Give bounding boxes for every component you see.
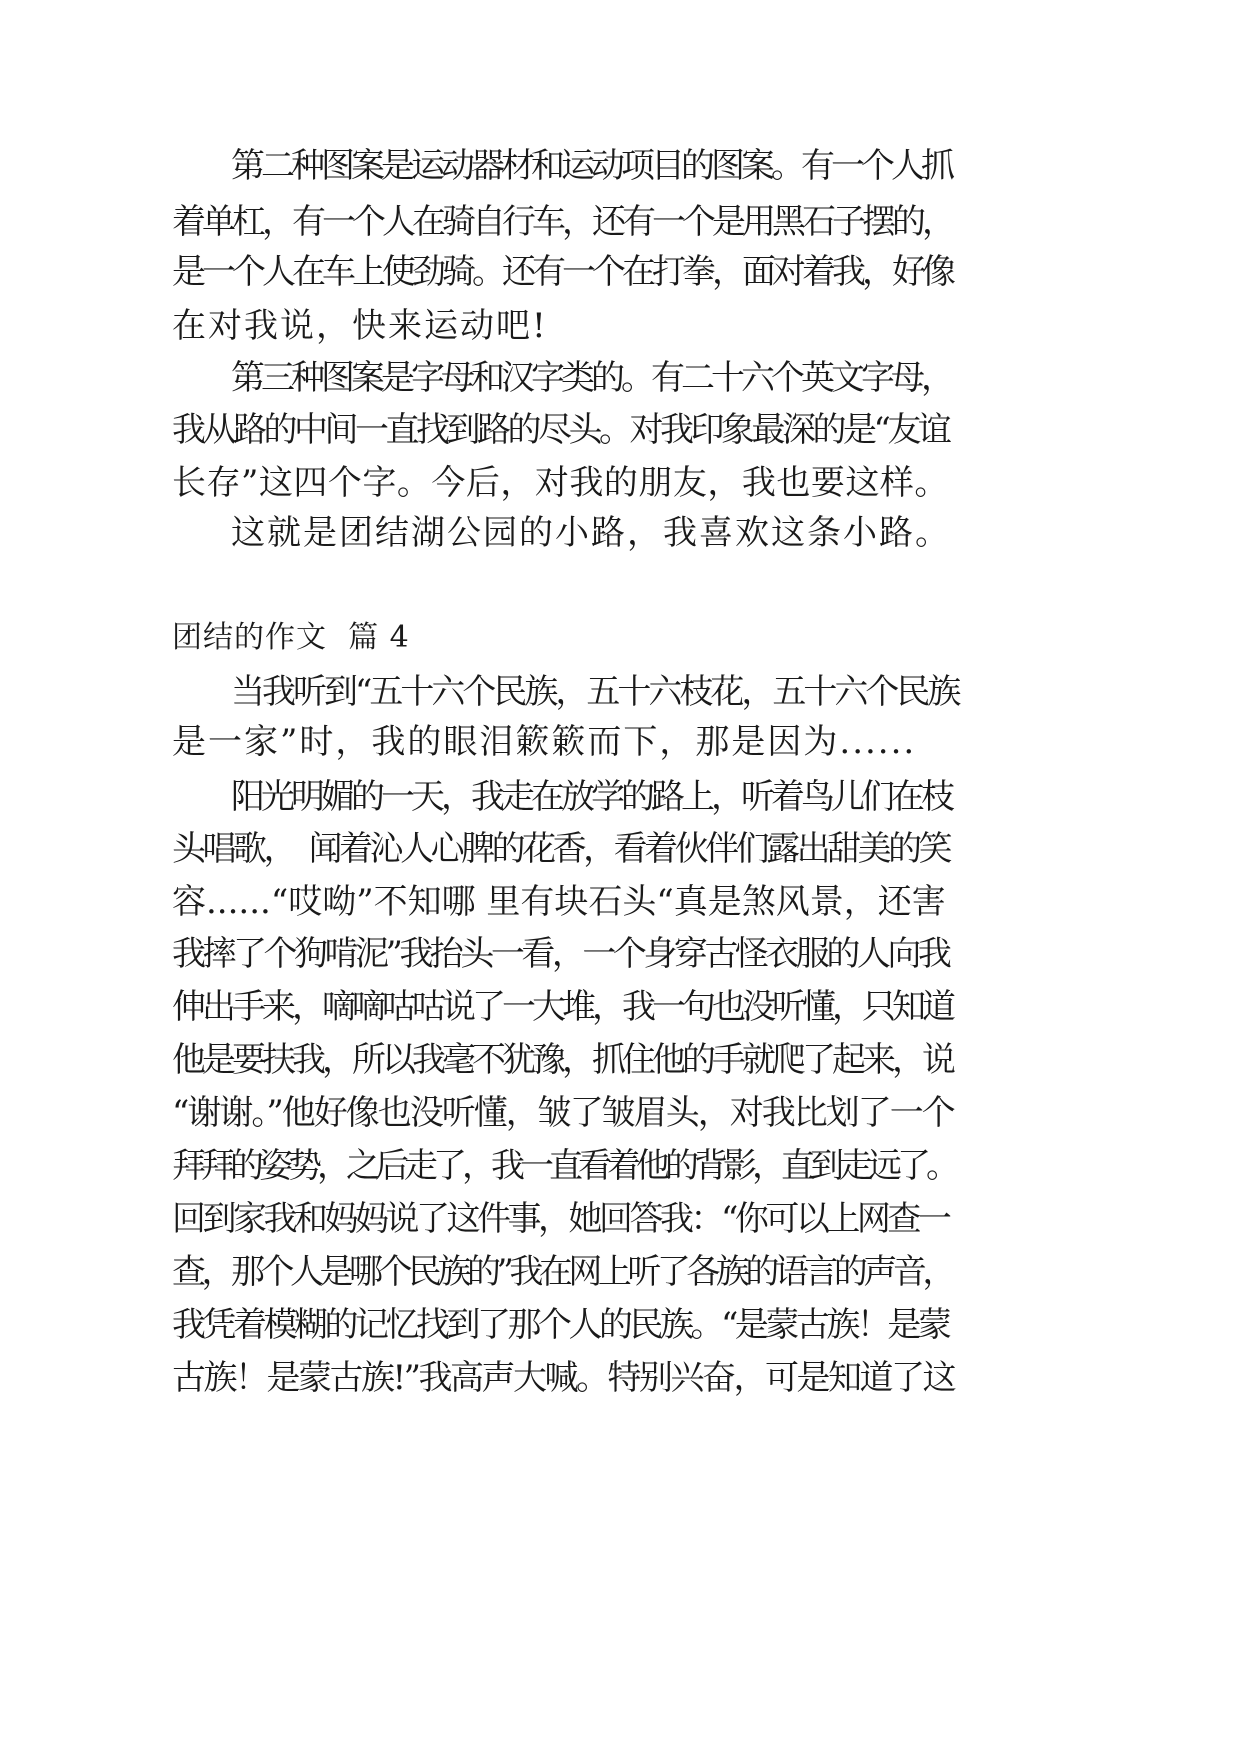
paragraph-line: 是一家”时，我的眼泪簌簌而下，那是因为......: [172, 722, 917, 762]
paragraph-line: 古族！是蒙古族!”我高声大喊。特别兴奋，可是知道了这: [172, 1358, 955, 1398]
paragraph-line: 第二种图案是运动器材和运动项目的图案。有一个人抓: [231, 146, 951, 186]
paragraph-line: 阳光明媚的一天，我走在放学的路上，听着鸟儿们在枝: [231, 777, 951, 817]
paragraph-line: 头唱歌， 闻着沁人心脾的花香，看着伙伴们露出甜美的笑: [172, 829, 950, 869]
section-heading: 团结的作文 篇 4: [172, 620, 410, 655]
paragraph-line: 他是要扶我，所以我毫不犹豫，抓住他的手就爬了起来，说: [172, 1040, 952, 1080]
paragraph-line: 第三种图案是字母和汉字类的。有二十六个英文字母，: [231, 358, 951, 398]
paragraph-line: 伸出手来，嘀嘀咕咕说了一大堆，我一句也没听懂，只知道: [172, 987, 952, 1027]
paragraph-line: 容......“哎呦”不知哪 里有块石头“真是煞风景，还害: [172, 882, 946, 922]
paragraph-line: 着单杠，有一个人在骑自行车，还有一个是用黑石子摆的，: [172, 202, 952, 242]
paragraph-line: 回到家我和妈妈说了这件事，她回答我：“你可以上网查一: [172, 1199, 949, 1239]
paragraph-line: 查，那个人是哪个民族的”我在网上听了各族的语言的声音，: [172, 1252, 952, 1292]
paragraph-line: 我摔了个狗啃泥”我抬头一看，一个身穿古怪衣服的人向我: [172, 934, 949, 974]
paragraph-line: 这就是团结湖公园的小路，我喜欢这条小路。: [231, 513, 951, 553]
paragraph-line: 我从路的中间一直找到路的尽头。对我印象最深的是“友谊: [172, 410, 949, 450]
paragraph-line: 我凭着模糊的记忆找到了那个人的民族。“是蒙古族！是蒙: [172, 1305, 949, 1345]
paragraph-line: 是一个人在车上使劲骑。还有一个在打拳，面对着我，好像: [172, 252, 952, 292]
paragraph-line: 拜拜的姿势，之后走了，我一直看着他的背影，直到走远了。: [172, 1146, 955, 1186]
paragraph-line: 在对我说，快来运动吧!: [172, 306, 548, 346]
paragraph-line: 长存”这四个字。今后，对我的朋友，我也要这样。: [172, 463, 949, 503]
paragraph-line: “谢谢。”他好像也没听懂，皱了皱眉头，对我比划了一个: [172, 1093, 954, 1133]
paragraph-line: 当我听到“五十六个民族，五十六枝花，五十六个民族: [231, 672, 959, 712]
